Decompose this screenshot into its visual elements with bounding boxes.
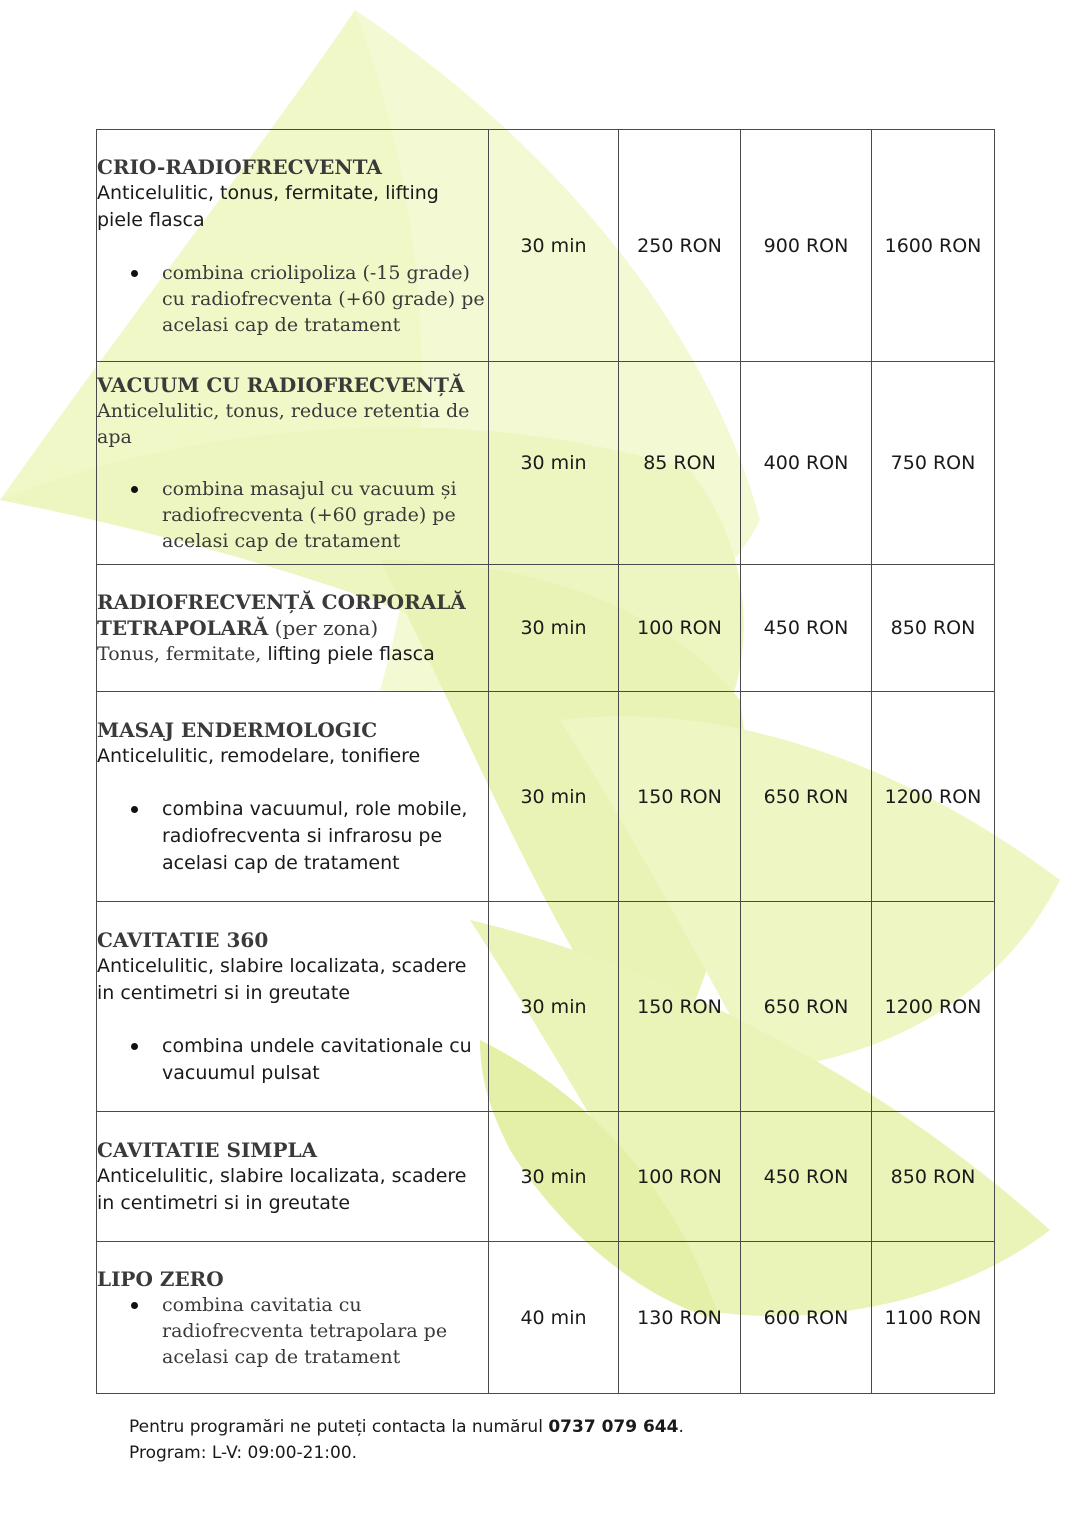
service-description	[97, 1112, 489, 1242]
duration-cell: 30 min	[489, 692, 619, 902]
table-row	[97, 130, 995, 362]
table-row	[97, 565, 995, 692]
price-cell-1: 85 RON	[619, 362, 741, 565]
price-cell-1: 100 RON	[619, 1112, 741, 1242]
duration-cell: 30 min	[489, 130, 619, 362]
service-title: MASAJ ENDERMOLOGIC	[97, 717, 378, 742]
price-table	[96, 129, 995, 1394]
service-title: CAVITATIE SIMPLA	[97, 1137, 318, 1162]
service-description	[97, 902, 489, 1112]
price-cell-3: 1600 RON	[872, 130, 995, 362]
service-subtitle: Anticelulitic, tonus, fermitate, lifting piele flasca	[97, 181, 439, 231]
price-cell-1: 150 RON	[619, 692, 741, 902]
phone-number[interactable]: 0737 079 644	[548, 1417, 679, 1437]
duration-cell: 40 min	[489, 1242, 619, 1394]
service-description	[97, 362, 489, 565]
table-row	[97, 902, 995, 1112]
service-title-line2: TETRAPOLARĂ	[97, 616, 269, 640]
service-description	[97, 1242, 489, 1394]
duration-cell: 30 min	[489, 1112, 619, 1242]
price-cell-1: 150 RON	[619, 902, 741, 1112]
service-bullet: combina cavitatia cu radiofrecventa tetrapolara pe acelasi cap de tratament	[162, 1292, 488, 1370]
service-description	[97, 565, 489, 692]
service-title: CAVITATIE 360	[97, 927, 269, 952]
service-subtitle-part-b: lifting piele flasca	[267, 643, 435, 665]
service-title: LIPO ZERO	[97, 1266, 224, 1291]
service-description	[97, 692, 489, 902]
table-row	[97, 692, 995, 902]
price-cell-2: 450 RON	[741, 1112, 872, 1242]
price-cell-3: 850 RON	[872, 1112, 995, 1242]
service-subtitle: Anticelulitic, tonus, reduce retentia de apa	[97, 400, 470, 448]
service-bullet: combina masajul cu vacuum și radiofrecventa (+60 grade) pe acelasi cap de tratament	[162, 476, 488, 554]
footer	[129, 1414, 684, 1466]
service-title	[97, 589, 488, 641]
duration-cell: 30 min	[489, 565, 619, 692]
price-cell-3: 750 RON	[872, 362, 995, 565]
price-cell-2: 650 RON	[741, 692, 872, 902]
price-cell-3: 1200 RON	[872, 902, 995, 1112]
service-bullet: combina vacuumul, role mobile, radiofrecventa si infrarosu pe acelasi cap de tratament	[162, 796, 488, 877]
schedule-line: Program: L-V: 09:00-21:00.	[129, 1443, 358, 1463]
duration-cell: 30 min	[489, 902, 619, 1112]
table-row	[97, 1242, 995, 1394]
service-title: CRIO-RADIOFRECVENTA	[97, 154, 382, 179]
contact-text: Pentru programări ne puteți contacta la numărul	[129, 1417, 549, 1437]
service-bullet: combina criolipoliza (-15 grade) cu radiofrecventa (+60 grade) pe acelasi cap de tratament	[162, 260, 488, 338]
service-description	[97, 130, 489, 362]
contact-line	[129, 1414, 684, 1440]
table-row	[97, 362, 995, 565]
service-subtitle: Anticelulitic, slabire localizata, scadere in centimetri si in greutate	[97, 1164, 467, 1214]
price-cell-1: 130 RON	[619, 1242, 741, 1394]
price-cell-2: 400 RON	[741, 362, 872, 565]
price-cell-1: 100 RON	[619, 565, 741, 692]
contact-end: .	[678, 1417, 684, 1437]
price-cell-3: 850 RON	[872, 565, 995, 692]
service-title-suffix: (per zona)	[268, 616, 379, 640]
price-cell-1: 250 RON	[619, 130, 741, 362]
service-title: VACUUM CU RADIOFRECVENȚĂ	[97, 373, 465, 397]
service-subtitle: Anticelulitic, remodelare, tonifiere	[97, 744, 421, 767]
duration-cell: 30 min	[489, 362, 619, 565]
price-cell-3: 1100 RON	[872, 1242, 995, 1394]
service-title-line1: RADIOFRECVENȚĂ CORPORALĂ	[97, 590, 466, 614]
price-cell-2: 900 RON	[741, 130, 872, 362]
price-cell-2: 450 RON	[741, 565, 872, 692]
price-cell-3: 1200 RON	[872, 692, 995, 902]
service-subtitle-part-a: Tonus, fermitate,	[97, 643, 268, 665]
service-subtitle	[97, 641, 488, 667]
price-cell-2: 600 RON	[741, 1242, 872, 1394]
service-bullet: combina undele cavitationale cu vacuumul pulsat	[162, 1033, 488, 1087]
price-cell-2: 650 RON	[741, 902, 872, 1112]
service-subtitle: Anticelulitic, slabire localizata, scadere in centimetri si in greutate	[97, 954, 467, 1004]
table-row	[97, 1112, 995, 1242]
